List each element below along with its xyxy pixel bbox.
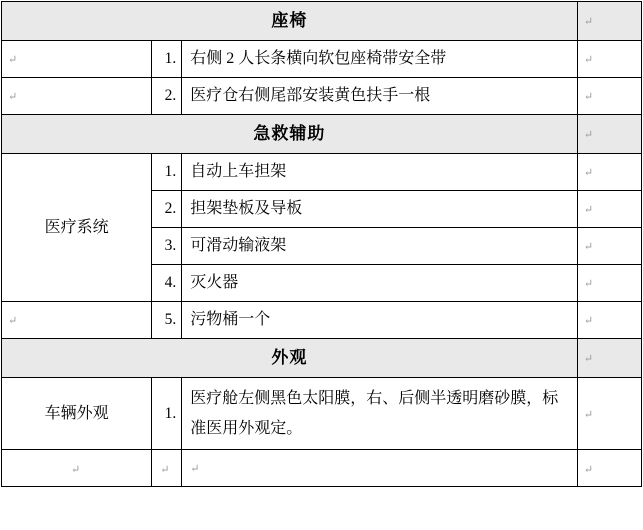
index-cell [152,228,182,265]
content-cell [182,450,578,487]
item-number: 4. [164,274,177,292]
group-label-cell [2,154,152,302]
section-header-row [2,115,642,154]
section-header-row [2,2,642,41]
index-cell [152,450,182,487]
label-cell [2,450,152,487]
section-title: 外观 [271,348,308,368]
section-title: 座椅 [271,11,308,31]
paragraph-mark-icon: ↵ [8,315,18,328]
item-text: 担架垫板及导板 [190,200,303,217]
empty-number [152,451,181,486]
note-mark [578,451,641,486]
table-row [2,41,642,78]
item-number: 2. [164,200,177,218]
paragraph-mark-icon: ↵ [71,463,81,476]
content-cell [182,78,578,115]
item-number: 2. [164,87,177,105]
index-cell [152,378,182,450]
note-mark [578,3,641,38]
empty-text [182,450,577,486]
paragraph-mark-icon: ↵ [8,54,18,67]
paragraph-mark-icon: ↵ [583,408,594,421]
item-text: 灭火器 [190,274,239,291]
index-cell [152,265,182,302]
table-row [2,450,642,487]
note-mark [578,191,641,226]
paragraph-mark-icon: ↵ [583,315,594,328]
note-cell [577,302,641,339]
paragraph-mark-icon: ↵ [583,241,594,254]
note-mark [578,41,641,76]
paragraph-mark-icon: ↵ [583,204,594,217]
note-mark [578,228,641,263]
empty-label [2,78,151,113]
specification-table [1,1,642,487]
section-note-cell [577,2,641,41]
document-page [0,1,643,530]
content-cell [182,302,578,339]
paragraph-mark-icon: ↵ [583,16,594,29]
empty-label [2,451,151,486]
section-note-cell [577,339,641,378]
note-mark [578,302,641,337]
note-mark [578,154,641,189]
note-cell [577,378,641,450]
note-cell [577,450,641,487]
section-title-cell [2,115,578,154]
note-cell [577,265,641,302]
item-text: 自动上车担架 [190,163,287,180]
label-cell [2,78,152,115]
table-row [2,378,642,450]
section-title: 急救辅助 [253,124,326,144]
label-cell [2,41,152,78]
item-text: 医疗仓右侧尾部安装黄色扶手一根 [190,87,431,104]
paragraph-mark-icon: ↵ [583,167,594,180]
content-cell [182,154,578,191]
section-title-cell [2,2,578,41]
item-number: 1. [164,50,177,68]
table-row [2,302,642,339]
group-label-cell [2,378,152,450]
note-mark [578,265,641,300]
content-cell [182,228,578,265]
paragraph-mark-icon: ↵ [583,353,594,366]
index-cell [152,302,182,339]
paragraph-mark-icon: ↵ [190,463,200,476]
group-label: 医疗系统 [44,218,109,236]
content-cell [182,191,578,228]
paragraph-mark-icon: ↵ [583,463,594,476]
paragraph-mark-icon: ↵ [160,463,170,476]
item-text: 可滑动输液架 [190,237,287,254]
note-mark [578,340,641,375]
note-mark [578,78,641,113]
index-cell [152,191,182,228]
content-cell [182,265,578,302]
item-number: 1. [164,163,177,181]
section-note-cell [577,115,641,154]
content-cell [182,378,578,450]
item-text: 右侧 2 人长条横向软包座椅带安全带 [190,50,447,67]
content-cell [182,41,578,78]
paragraph-mark-icon: ↵ [583,129,594,142]
index-cell [152,78,182,115]
section-header-row [2,339,642,378]
note-cell [577,191,641,228]
item-number: 5. [164,311,177,329]
paragraph-mark-icon: ↵ [583,278,594,291]
note-cell [577,154,641,191]
item-text: 医疗舱左侧黑色太阳膜，右、后侧半透明磨砂膜，标准医用外观定。 [190,390,559,437]
note-cell [577,41,641,78]
table-row [2,154,642,191]
section-title-cell [2,339,578,378]
item-text: 污物桶一个 [190,311,271,328]
item-number: 3. [164,237,177,255]
paragraph-mark-icon: ↵ [583,91,594,104]
paragraph-mark-icon: ↵ [583,54,594,67]
note-mark [578,396,641,431]
index-cell [152,41,182,78]
table-row [2,78,642,115]
group-label: 车辆外观 [44,404,109,422]
empty-label [2,302,151,337]
index-cell [152,154,182,191]
empty-label [2,41,151,76]
paragraph-mark-icon: ↵ [8,91,18,104]
note-cell [577,78,641,115]
label-cell [2,302,152,339]
note-cell [577,228,641,265]
item-number: 1. [164,404,177,422]
note-mark [578,116,641,151]
